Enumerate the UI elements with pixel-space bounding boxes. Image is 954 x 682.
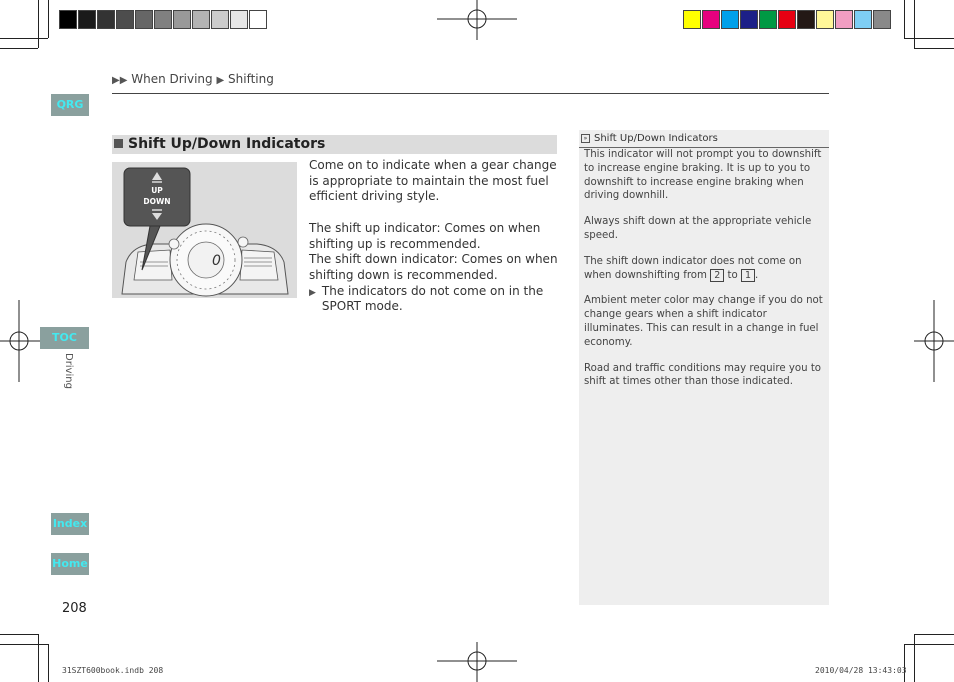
toc-tab[interactable]: TOC [40,327,89,349]
color-swatch [192,10,210,29]
body-text [309,158,559,315]
sidebar-paragraph: Always shift down at the appropriate vehicle speed. [584,216,812,241]
sidebar-text: to [727,269,738,281]
color-swatch [230,10,248,29]
color-swatch [740,10,758,29]
note-arrow-icon: ▶ [309,287,316,298]
color-swatch [249,10,267,29]
color-swatch [683,10,701,29]
home-tab[interactable]: Home [51,553,89,575]
note-text: The indicators do not come on in the SPORT mode. [321,283,544,314]
footer-file-info: 31SZT600book.indb 208 [62,666,164,675]
color-swatch [759,10,777,29]
sidebar-title: Shift Up/Down Indicators [594,133,718,144]
sidebar-header [579,130,829,148]
color-swatch [211,10,229,29]
color-swatch [816,10,834,29]
color-swatch [97,10,115,29]
breadcrumb-item-shifting[interactable]: Shifting [228,72,274,86]
sidebar-paragraph [584,255,828,283]
sidebar-paragraph: Ambient meter color may change if you do not change gears when a shift indicator illuminates. This can result in a change in fuel economy. [584,295,823,348]
callout-up-label: UP [151,186,163,195]
color-swatch [702,10,720,29]
color-swatch [59,10,77,29]
header-rule [112,93,829,94]
breadcrumb-arrow-icon: ▶▶ [112,75,128,86]
breadcrumb-item-when-driving[interactable]: When Driving [131,72,213,86]
page-number: 208 [62,601,87,616]
registration-mark-bottom [437,642,517,682]
color-swatch [173,10,191,29]
chapter-label: Driving [63,353,74,389]
color-swatch [721,10,739,29]
sidebar-text: . [755,269,759,281]
color-swatch [135,10,153,29]
gear-key-1: 1 [741,269,755,282]
gear-key-2: 2 [710,269,724,282]
registration-mark-right [914,300,954,382]
square-bullet-icon [114,139,123,148]
breadcrumb [112,72,274,86]
sidebar-paragraph: Road and traffic conditions may require you to shift at times other than those indicated. [584,362,822,388]
color-swatch [873,10,891,29]
sidebar-panel [579,130,829,605]
index-tab[interactable]: Index [51,513,89,535]
section-heading [112,135,557,154]
note [309,284,559,315]
registration-mark-left [0,300,40,382]
instrument-panel-illustration [112,162,297,298]
body-paragraph: Come on to indicate when a gear change is appropriate to maintain the most fuel efficient driving style. [309,158,557,204]
sidebar-text: The shift down indicator does not come on when downshifting from [584,255,802,281]
color-swatch [116,10,134,29]
gear-digit: 0 [212,253,221,269]
reference-icon: » [581,134,590,143]
callout-down-label: DOWN [143,197,171,206]
body-paragraph: The shift up indicator: Comes on when shifting up is recommended. [309,220,541,251]
section-title: Shift Up/Down Indicators [128,136,326,152]
qrg-tab[interactable]: QRG [51,94,89,116]
color-swatch [154,10,172,29]
sidebar-paragraph: This indicator will not prompt you to downshift to increase engine braking. It is up to you to downshift to increase engine braking when driving downhill. [584,149,822,202]
color-swatch [854,10,872,29]
color-swatch [78,10,96,29]
body-paragraph: The shift down indicator: Comes on when shifting down is recommended. [309,252,558,282]
color-swatch [835,10,853,29]
color-swatch [797,10,815,29]
registration-mark-top [437,0,517,40]
color-swatch [778,10,796,29]
breadcrumb-arrow-icon: ▶ [216,75,225,86]
footer-timestamp: 2010/04/28 13:43:03 [815,666,907,675]
sidebar-body [584,148,828,401]
